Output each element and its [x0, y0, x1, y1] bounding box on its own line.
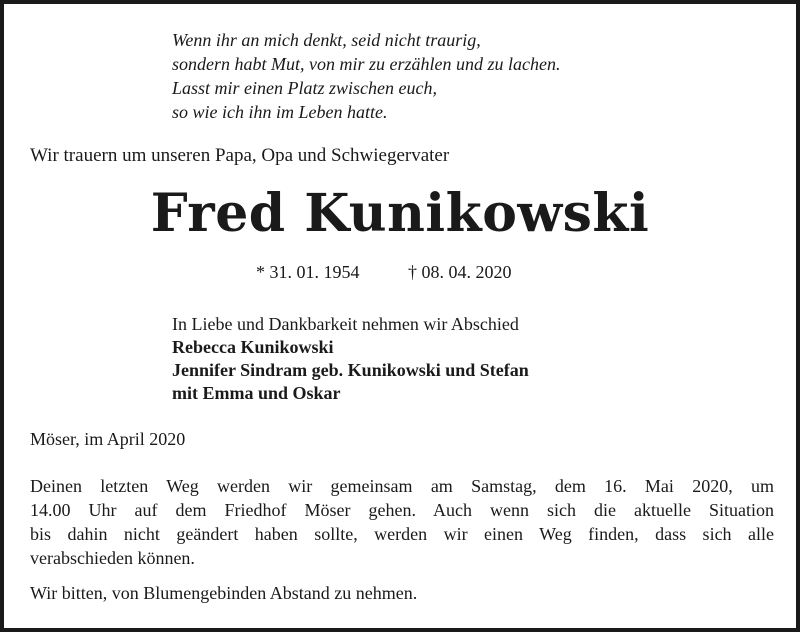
poem-line: Lasst mir einen Platz zwischen euch, — [172, 78, 437, 98]
mourner-name: Jennifer Sindram geb. Kunikowski und Stefan — [172, 360, 529, 380]
flowers-request: Wir bitten, von Blumengebinden Abstand zu nehmen. — [30, 583, 418, 603]
deceased-name: Fred Kunikowski — [150, 183, 650, 244]
funeral-announcement — [30, 474, 774, 570]
funeral-text-line: 14.00 Uhr auf dem Friedhof Möser gehen. Auch wenn sich die aktuelle Situation — [30, 500, 774, 520]
funeral-text-line: verabschieden können. — [30, 548, 195, 568]
memorial-poem — [172, 28, 560, 124]
poem-line: so wie ich ihn im Leben hatte. — [172, 102, 388, 122]
mourner-name: Rebecca Kunikowski — [172, 337, 334, 357]
mourning-intro: Wir trauern um unseren Papa, Opa und Schwiegervater — [30, 145, 450, 166]
mourner-name: mit Emma und Oskar — [172, 383, 341, 403]
poem-line: sondern habt Mut, von mir zu erzählen und zu lachen. — [172, 54, 561, 74]
mourners-block — [172, 313, 529, 405]
death-date: † 08. 04. 2020 — [408, 262, 512, 282]
poem-line: Wenn ihr an mich denkt, seid nicht traurig, — [172, 30, 481, 50]
funeral-text-line: Deinen letzten Weg werden wir gemeinsam am Samstag, dem 16. Mai 2020, um — [30, 476, 774, 496]
farewell-line: In Liebe und Dankbarkeit nehmen wir Abschied — [172, 314, 519, 334]
birth-date: * 31. 01. 1954 — [256, 262, 360, 282]
funeral-text-line: bis dahin nicht geändert haben sollte, werden wir einen Weg finden, dass sich alle — [30, 524, 774, 544]
place-and-date: Möser, im April 2020 — [30, 429, 186, 449]
life-dates — [256, 262, 512, 283]
